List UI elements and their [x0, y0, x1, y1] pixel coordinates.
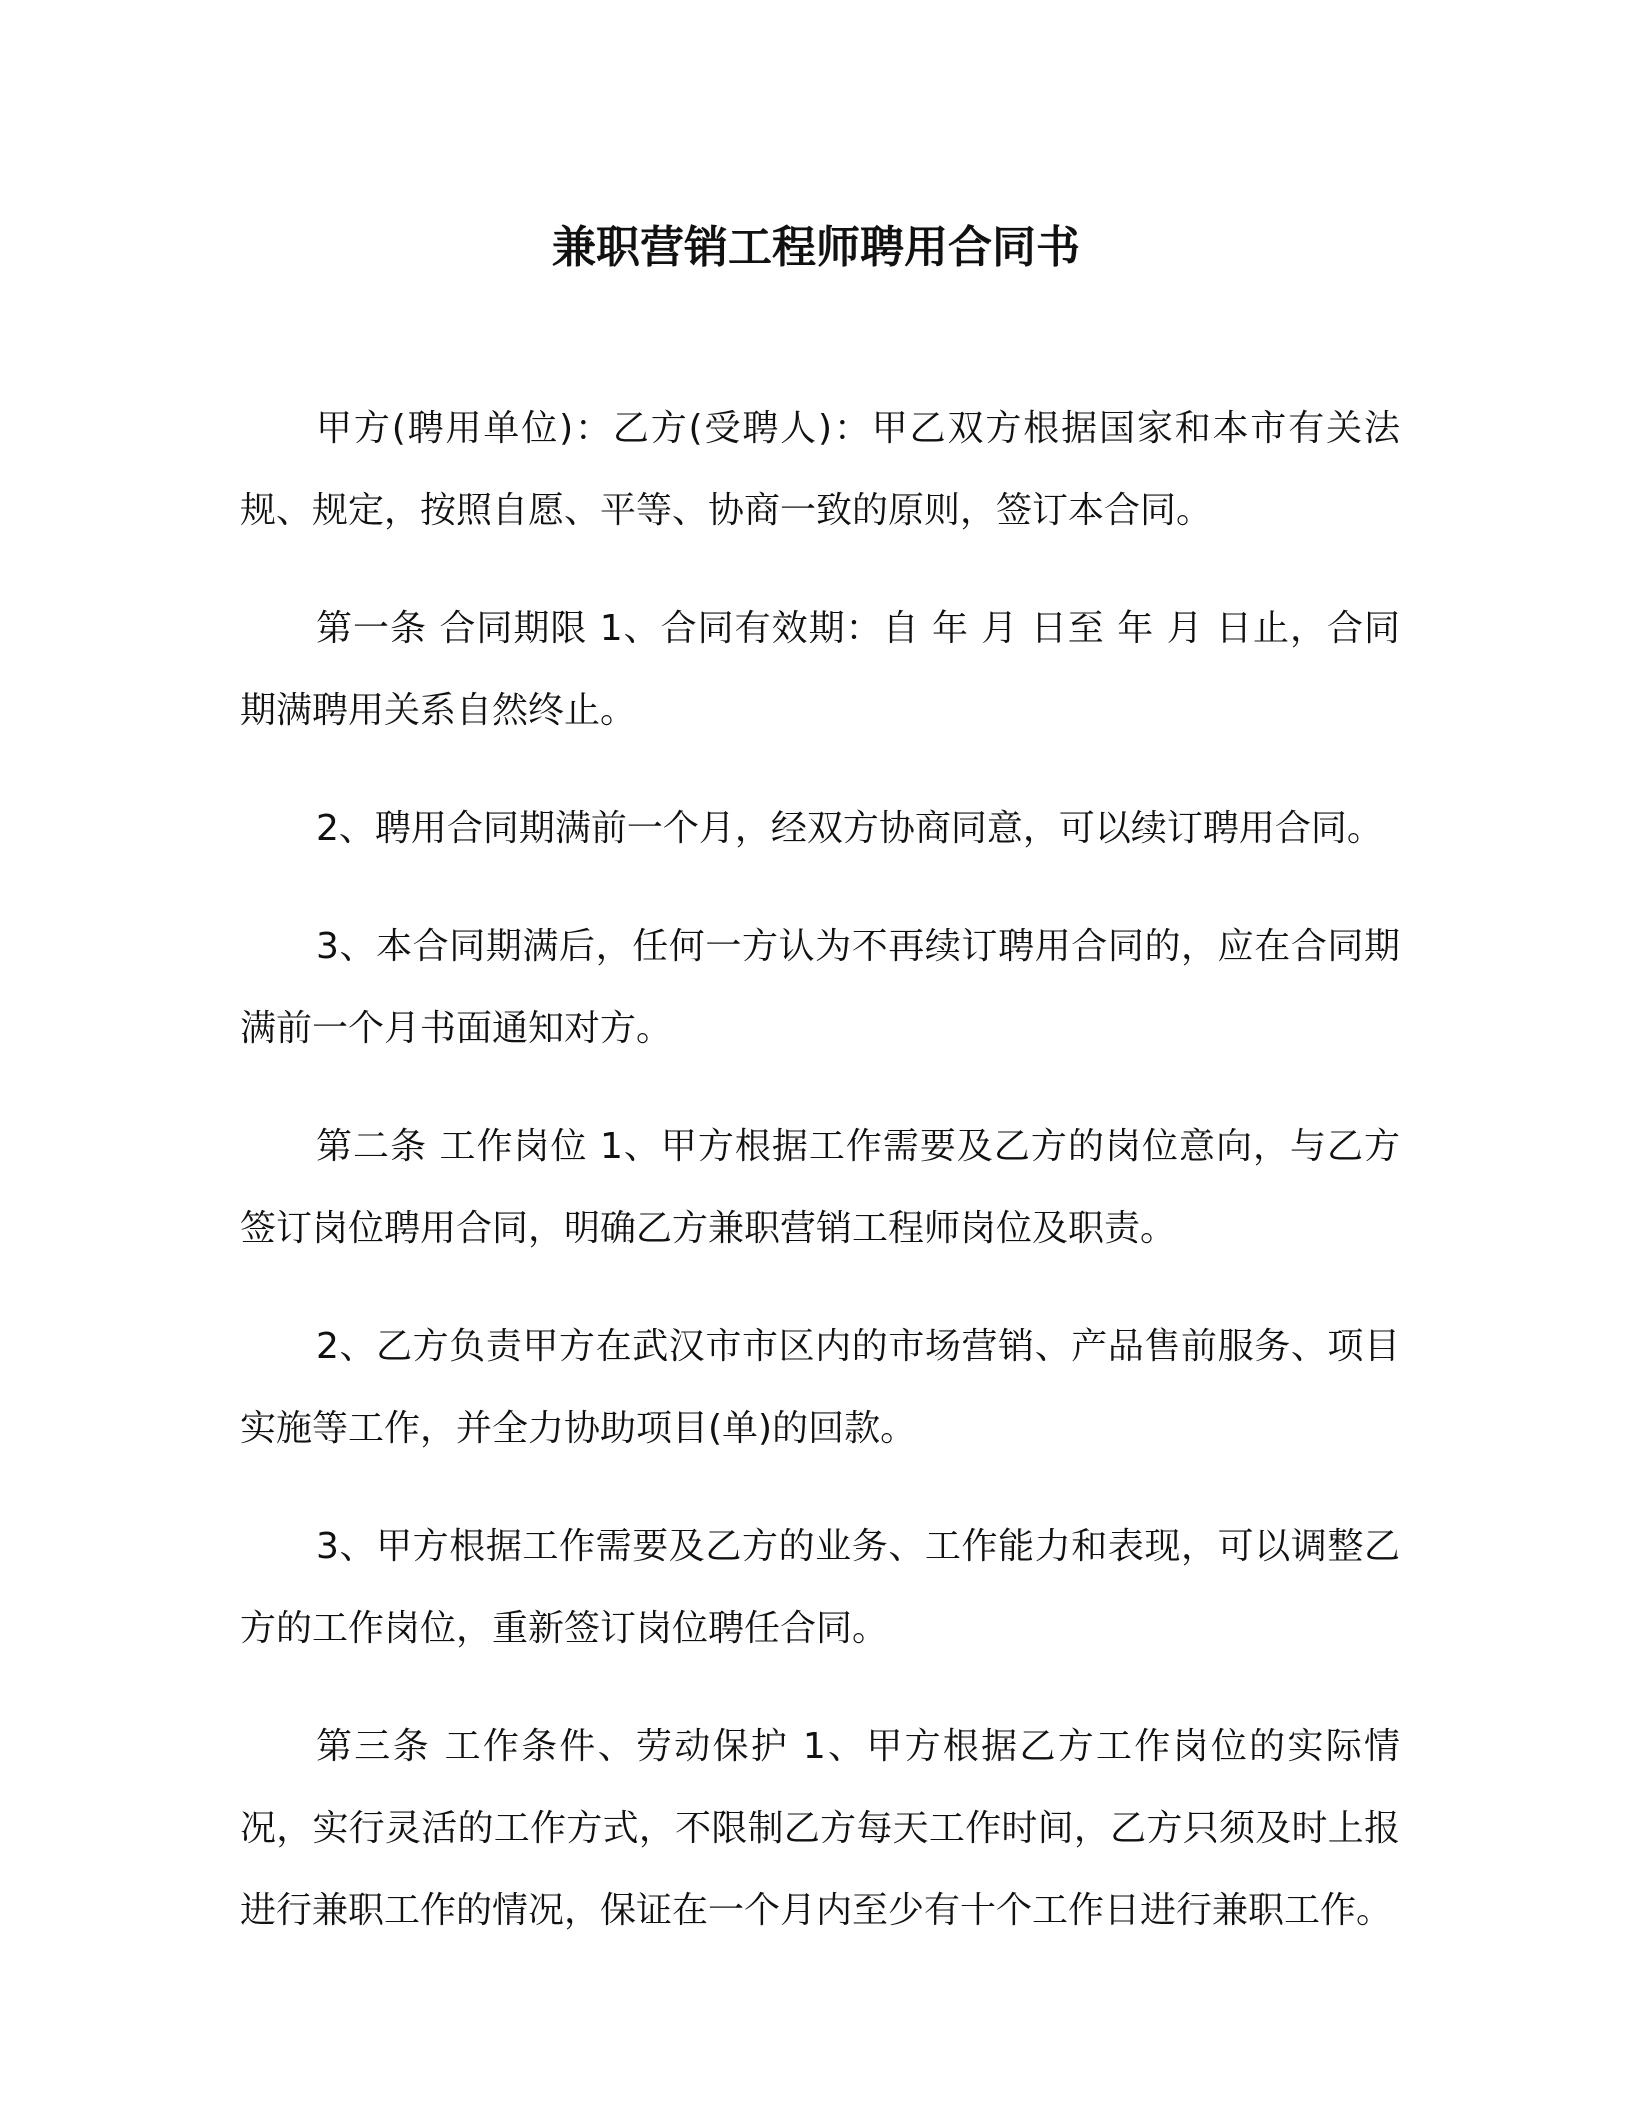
paragraph-article-1-renewal: 2、聘用合同期满前一个月，经双方协商同意，可以续订聘用合同。: [316, 808, 1383, 849]
paragraph-article-2-position: 第二条 工作岗位 1、甲方根据工作需要及乙方的岗位意向，与乙方签订岗位聘用合同，明确乙方兼职营销工程师岗位及职责。: [240, 1126, 1400, 1249]
paragraph-article-2-adjustment: 3、甲方根据工作需要及乙方的业务、工作能力和表现，可以调整乙方的工作岗位，重新签订岗位聘任合同。: [240, 1526, 1400, 1649]
paragraph-article-3-conditions: 第三条 工作条件、劳动保护 1、甲方根据乙方工作岗位的实际情况，实行灵活的工作方式，不限制乙方每天工作时间，乙方只须及时上报进行兼职工作的情况，保证在一个月内至少有十个工作日进行兼职工作。: [240, 1726, 1400, 1931]
paragraph-article-1-term: 第一条 合同期限 1、合同有效期：自 年 月 日至 年 月 日止，合同期满聘用关系自然终止。: [240, 608, 1400, 731]
paragraph-parties: 甲方(聘用单位)：乙方(受聘人)：甲乙双方根据国家和本市有关法规、规定，按照自愿、平等、协商一致的原则，签订本合同。: [240, 408, 1400, 531]
paragraph-article-2-duties: 2、乙方负责甲方在武汉市市区内的市场营销、产品售前服务、项目实施等工作，并全力协助项目(单)的回款。: [240, 1326, 1400, 1449]
document-body: [240, 388, 1400, 1988]
paragraph-article-1-notice: 3、本合同期满后，任何一方认为不再续订聘用合同的，应在合同期满前一个月书面通知对方。: [240, 926, 1400, 1049]
document-title: 兼职营销工程师聘用合同书: [552, 222, 1080, 273]
